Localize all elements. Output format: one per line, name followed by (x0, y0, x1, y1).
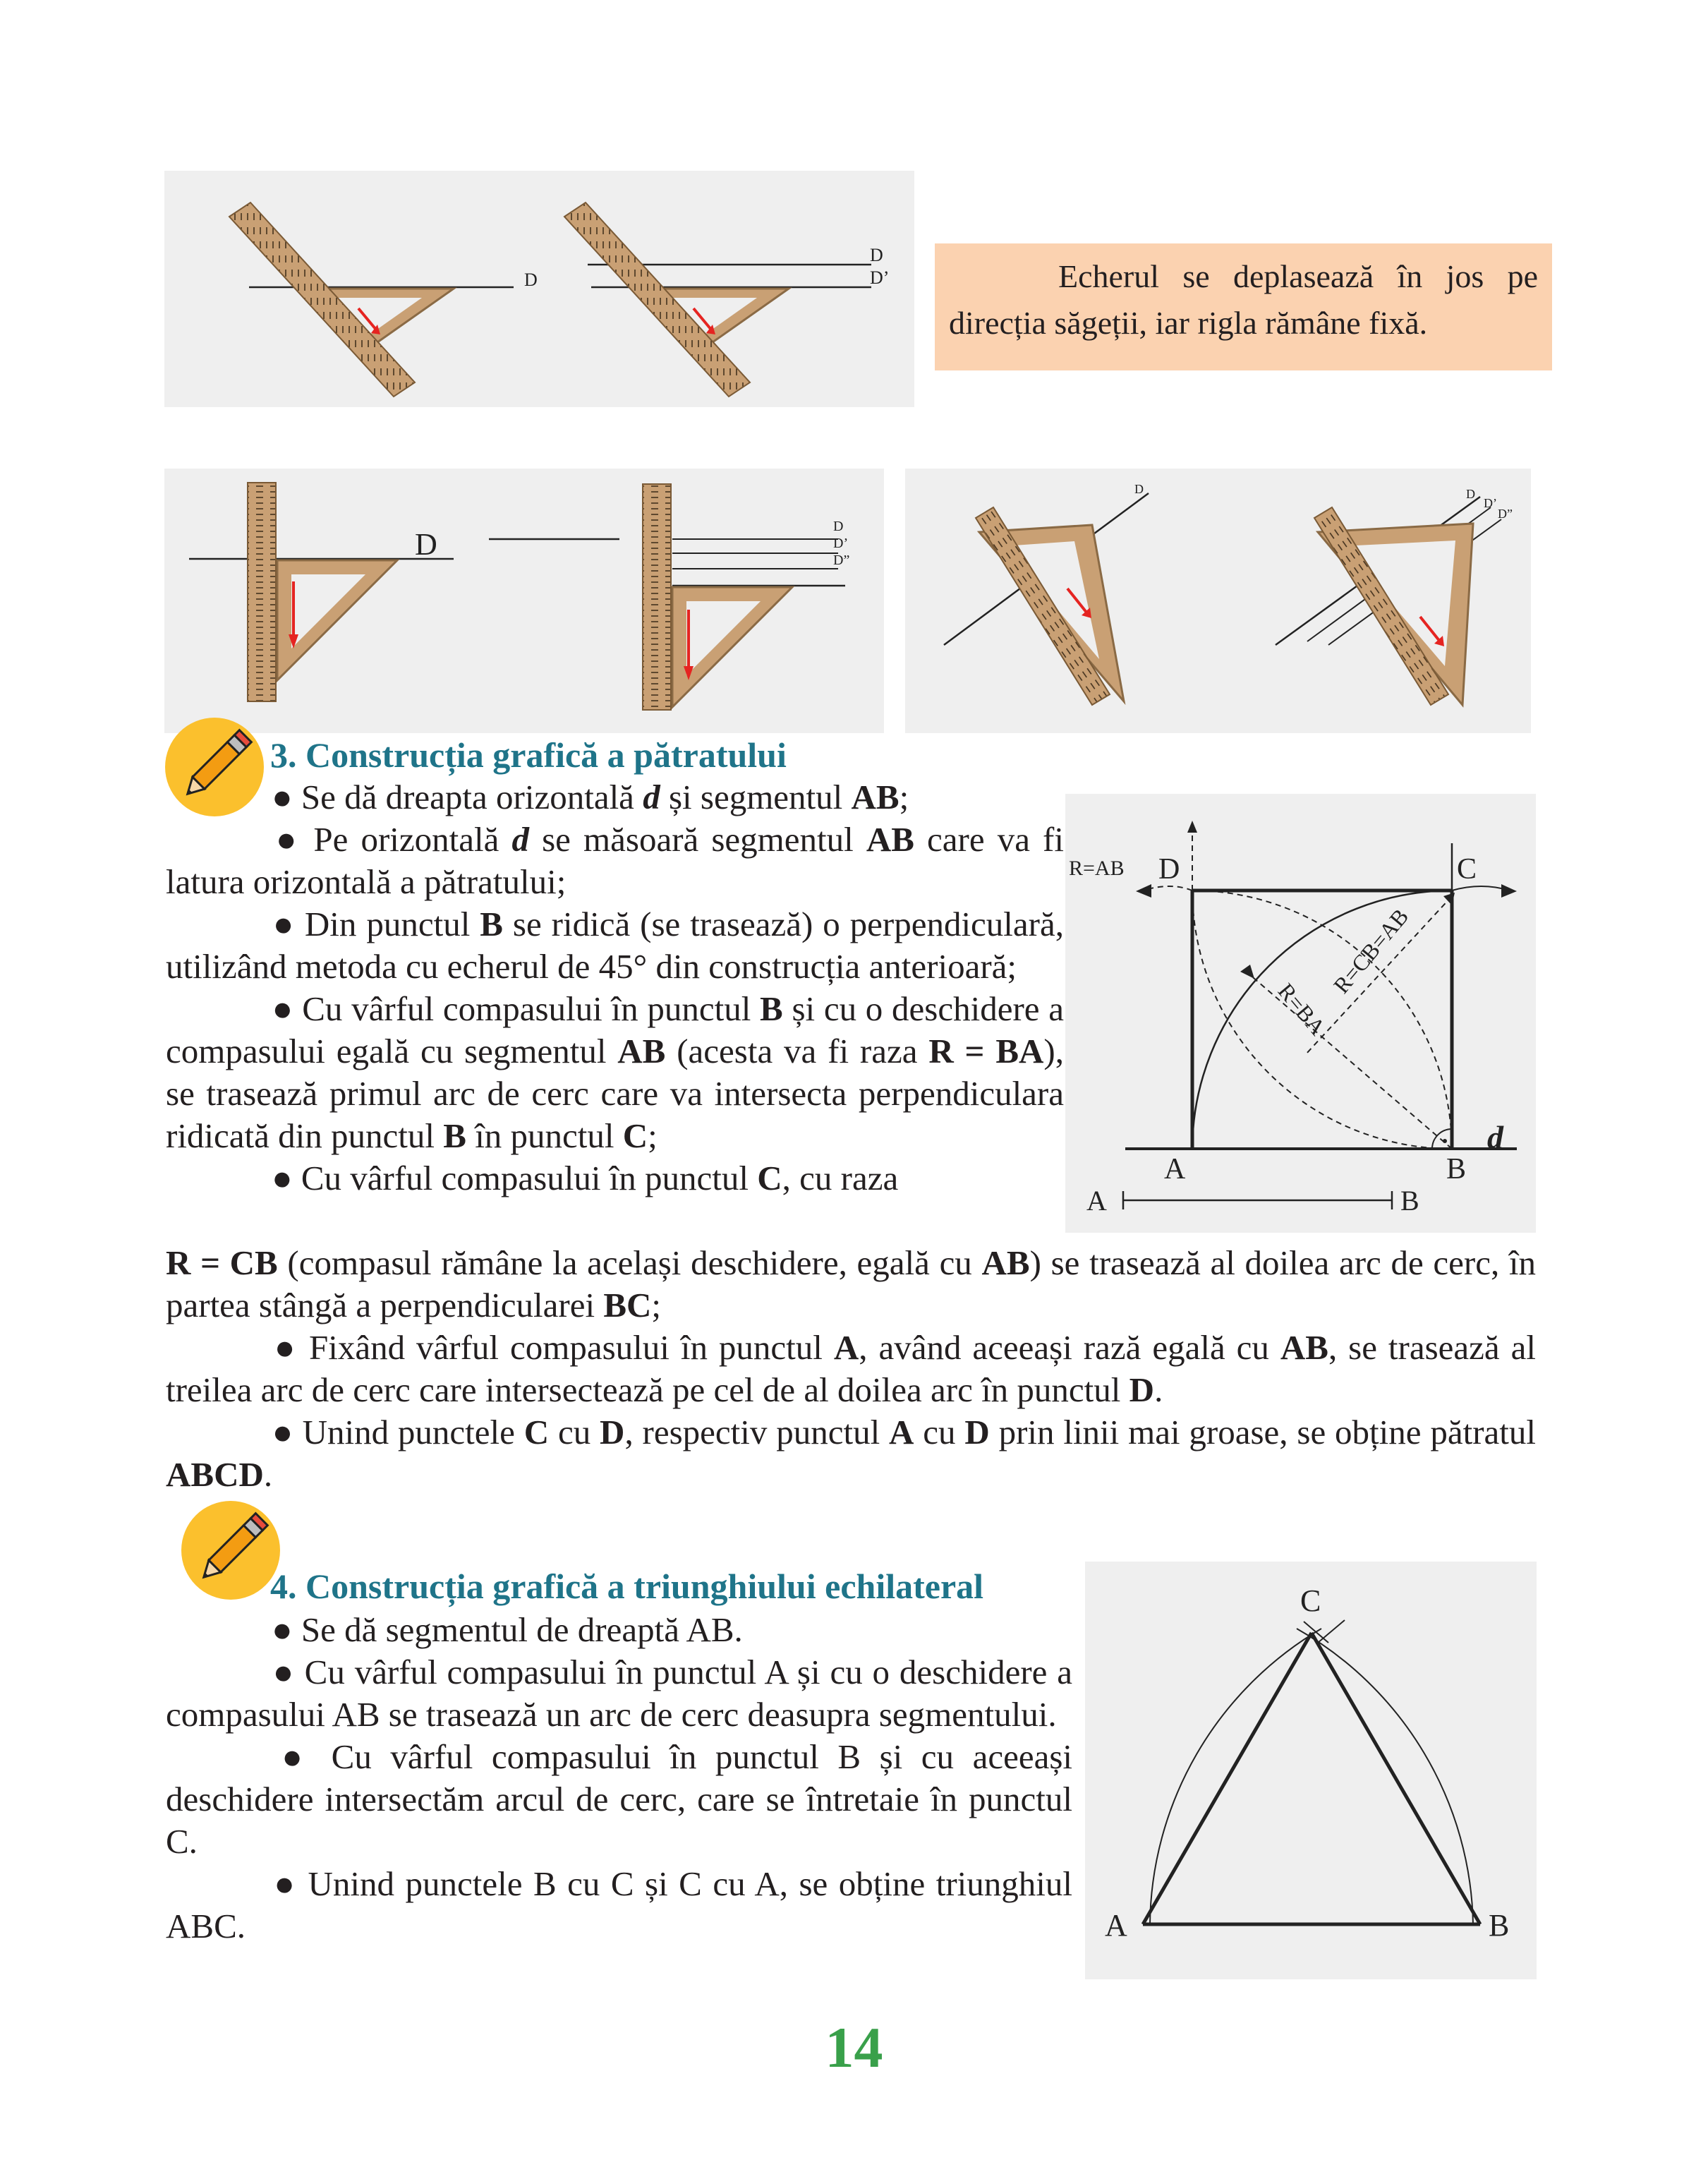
label-d-large: D (415, 527, 437, 562)
list-item: ● Se dă segmentul de dreaptă AB. (272, 1610, 743, 1649)
page-number: 14 (825, 2015, 883, 2080)
list-item: ● Unind punctele B cu C și C cu A, se obține triunghiul ABC. (166, 1864, 1072, 1945)
list-item: ● Pe orizontală d se măsoară segmentul AB care va fi latura orizontală a pătratului; (166, 820, 1064, 901)
label-d-oblique-1: D (1466, 487, 1475, 501)
label-r-ab: R=AB (1069, 857, 1125, 880)
label-triangle-b: B (1489, 1908, 1510, 1943)
oblique-ruler-figure (905, 469, 1531, 733)
section-3-title: 3. Construcția grafică a pătratului (270, 735, 787, 775)
list-item: ● Cu vârful compasului în punctul A și cu o deschidere a compasului AB se trasează un arc de cerc deasupra segmentului. (166, 1653, 1072, 1734)
square-construction-diagram (1065, 794, 1536, 1233)
pencil-icon (180, 1499, 282, 1602)
label-d-top: D (870, 245, 883, 265)
figure-panel-top (164, 171, 914, 407)
list-item: ● Cu vârful compasului în punctul B și cu o deschidere a compasului egală cu segmentul AB (acesta va fi raza R = BA), se trasează primul arc de cerc care va intersecta perpendiculara ridicată din punctul B în punctul C; (166, 989, 1064, 1155)
label-d: D (524, 270, 538, 290)
label-r-cb-ab: R=CB=AB (1328, 903, 1414, 998)
section-4-title: 4. Construcția grafică a triunghiului echilateral (270, 1567, 984, 1606)
label-point-a: A (1164, 1153, 1186, 1185)
setsquare-ruler-figure-top (164, 171, 914, 407)
callout-text: Echerul se deplasează în jos pe direcția săgeții, iar rigla rămâne fixă. (949, 258, 1538, 341)
section-4-body (166, 1609, 1072, 1948)
segment-label-a: A (1086, 1185, 1107, 1217)
figure-panel-middle-right (905, 469, 1531, 733)
list-item: R = CB (compasul rămâne la același deschidere, egală cu AB) se trasează al doilea arc de cerc, în partea stângă a perpendicularei BC; (166, 1243, 1536, 1324)
label-d-oblique: D (1134, 482, 1144, 496)
segment-label-b: B (1400, 1185, 1419, 1217)
label-point-b: B (1446, 1153, 1467, 1185)
ruler-setsquare-left (229, 203, 514, 397)
label-d-3: D” (833, 553, 850, 568)
list-item: ● Din punctul B se ridică (se trasează) o perpendiculară, utilizând metoda cu echerul de 45° din construcția anterioară; (166, 905, 1064, 986)
label-d-oblique-3: D” (1498, 507, 1513, 521)
section-3-body-narrow (166, 776, 1064, 1200)
label-d-2: D’ (833, 536, 849, 551)
label-r-ba: R=BA (1273, 978, 1331, 1040)
section-3-body-wide (166, 1242, 1536, 1496)
label-d-oblique-2: D’ (1484, 496, 1497, 510)
triangle-construction-diagram (1085, 1562, 1537, 1979)
label-line-d: d (1487, 1119, 1503, 1155)
label-point-c: C (1457, 853, 1477, 886)
figure-panel-middle-left (164, 469, 884, 733)
label-point-d: D (1158, 853, 1180, 886)
label-d-prime: D’ (870, 267, 890, 288)
list-item: ● Se dă dreapta orizontală d și segmentul AB; (272, 778, 909, 816)
list-item: ● Unind punctele C cu D, respectiv punctul A cu D prin linii mai groase, se obține pătratul ABCD. (166, 1413, 1537, 1494)
list-item: ● Cu vârful compasului în punctul C, cu raza (272, 1159, 899, 1197)
label-triangle-a: A (1105, 1908, 1127, 1943)
list-item: ● Fixând vârful compasului în punctul A, având aceeași rază egală cu AB, se trasează al treilea arc de cerc care intersectează pe cel de al doilea arc în punctul D. (166, 1328, 1536, 1409)
vertical-ruler-figure (164, 469, 884, 733)
callout-box (935, 243, 1552, 370)
label-d-1: D (833, 519, 844, 534)
list-item: ● Cu vârful compasului în punctul B și cu aceeași deschidere intersectăm arcul de cerc, care se întretaie în punctul C. (166, 1737, 1072, 1861)
label-triangle-c: C (1300, 1583, 1321, 1618)
ruler-setsquare-right (564, 203, 871, 397)
